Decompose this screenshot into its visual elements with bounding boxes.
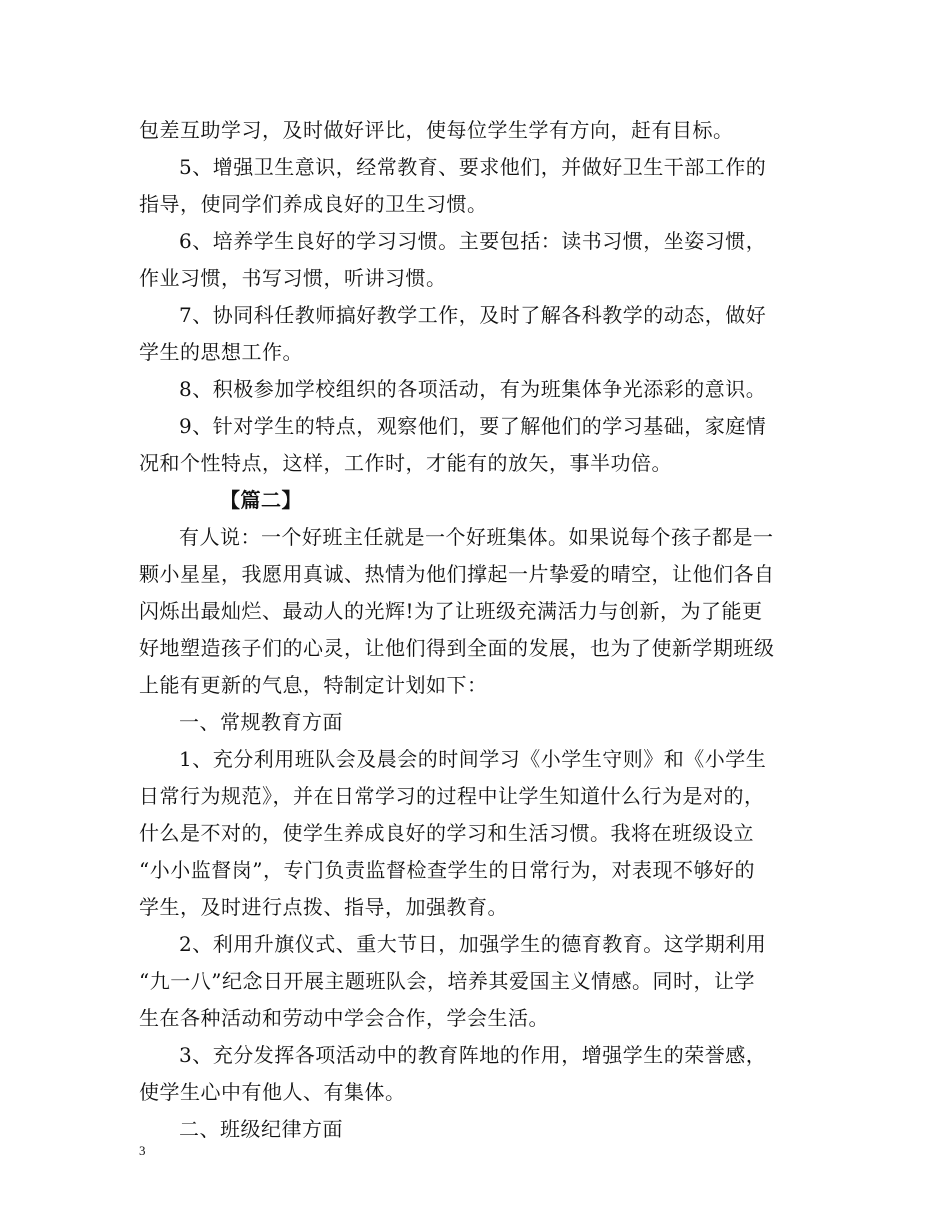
page-number: 3 xyxy=(139,1143,146,1158)
text-line: 9、针对学生的特点，观察他们，要了解他们的学习基础，家庭情 xyxy=(179,414,767,438)
text-line: 日常行为规范》，并在日常学习的过程中让学生知道什么行为是对的， xyxy=(139,784,765,808)
text-line: 6、培养学生良好的学习习惯。主要包括：读书习惯，坐姿习惯， xyxy=(179,229,767,253)
text-line: 3、充分发挥各项活动中的教育阵地的作用，增强学生的荣誉感， xyxy=(179,1043,767,1067)
text-line: 好地塑造孩子们的心灵，让他们得到全面的发展，也为了使新学期班级 xyxy=(139,636,775,660)
text-line: “九一八”纪念日开展主题班队会，培养其爱国主义情感。同时，让学 xyxy=(139,969,755,993)
text-line: 8、积极参加学校组织的各项活动，有为班集体争光添彩的意识。 xyxy=(179,377,767,401)
text-line: 况和个性特点，这样，工作时，才能有的放矢，事半功倍。 xyxy=(139,451,672,475)
text-line: 作业习惯，书写习惯，听讲习惯。 xyxy=(139,266,447,290)
text-line: “小小监督岗”，专门负责监督检查学生的日常行为，对表现不够好的 xyxy=(139,858,755,882)
text-line: 7、协同科任教师搞好教学工作，及时了解各科教学的动态，做好 xyxy=(179,303,767,327)
text-line: 5、增强卫生意识，经常教育、要求他们，并做好卫生干部工作的 xyxy=(179,155,767,179)
text-line: 使学生心中有他人、有集体。 xyxy=(139,1080,406,1104)
section-subheading: 一、常规教育方面 xyxy=(179,710,343,734)
text-line: 有人说：一个好班主任就是一个好班集体。如果说每个孩子都是一 xyxy=(179,525,774,549)
section-heading: 【篇二】 xyxy=(220,488,302,512)
text-line: 1、充分利用班队会及晨会的时间学习《小学生守则》和《小学生 xyxy=(179,747,767,771)
text-line: 什么是不对的，使学生养成良好的学习和生活习惯。我将在班级设立 xyxy=(139,821,754,845)
text-line: 颗小星星，我愿用真诚、热情为他们撑起一片挚爱的晴空，让他们各自 xyxy=(139,562,775,586)
text-line: 闪烁出最灿烂、最动人的光辉!为了让班级充满活力与创新，为了能更 xyxy=(139,599,763,623)
text-line: 指导，使同学们养成良好的卫生习惯。 xyxy=(139,192,488,216)
section-subheading: 二、班级纪律方面 xyxy=(179,1117,343,1141)
text-line: 学生的思想工作。 xyxy=(139,340,303,364)
text-line: 包差互助学习，及时做好评比，使每位学生学有方向，赶有目标。 xyxy=(139,118,734,142)
text-line: 生在各种活动和劳动中学会合作，学会生活。 xyxy=(139,1006,549,1030)
text-line: 2、利用升旗仪式、重大节日，加强学生的德育教育。这学期利用 xyxy=(179,932,767,956)
text-line: 上能有更新的气息，特制定计划如下： xyxy=(139,673,488,697)
text-line: 学生，及时进行点拨、指导，加强教育。 xyxy=(139,895,508,919)
